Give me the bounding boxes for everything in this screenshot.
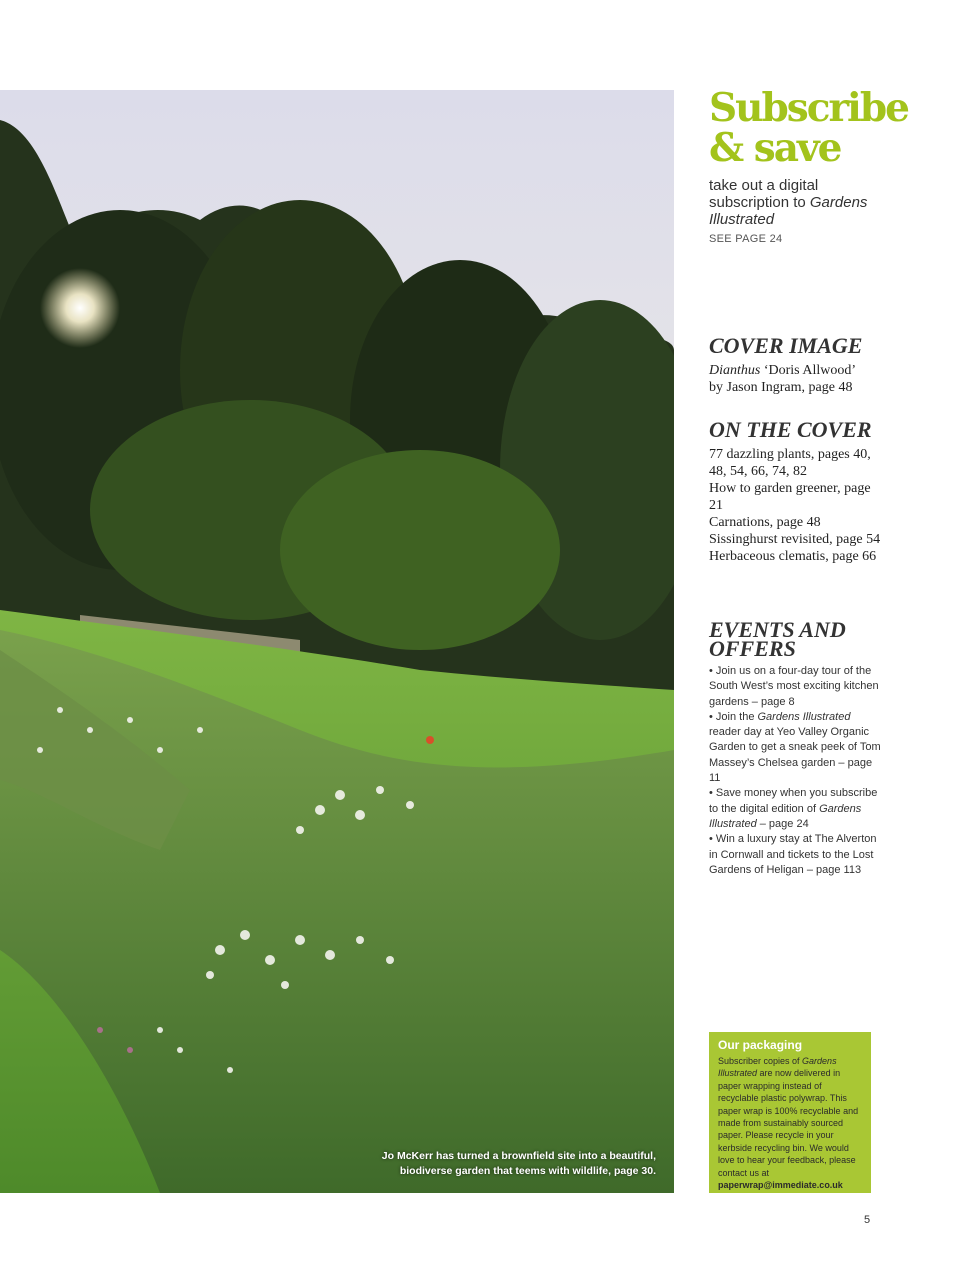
events-offers-section <box>709 617 884 878</box>
event-item-text: • Save money when you subscribe to the digital edition of <box>709 787 878 815</box>
packaging-title: Our packaging <box>718 1038 803 1052</box>
event-item-magazine: Gardens Illustrated <box>709 802 862 830</box>
cover-story-item[interactable]: 77 dazzling plants, pages 40, 48, 54, 66, 74, 82 <box>709 447 871 479</box>
cover-story-item[interactable]: How to garden greener, page 21 <box>709 481 871 513</box>
cover-story-item[interactable]: Sissinghurst revisited, page 54 <box>709 532 881 547</box>
cover-story-item[interactable]: Carnations, page 48 <box>709 515 821 530</box>
event-item[interactable]: • Win a luxury stay at The Alverton in Cornwall and tickets to the Lost Gardens of Heligan – page 113 <box>709 833 877 876</box>
subscribe-title <box>709 85 908 171</box>
packaging-text <box>718 1055 862 1191</box>
cover-plant-genus: Dianthus <box>709 363 761 378</box>
on-the-cover-list <box>709 446 884 565</box>
packaging-text-part: Subscriber copies of <box>718 1056 803 1066</box>
events-list <box>709 664 884 878</box>
cover-credit: by Jason Ingram, page 48 <box>709 380 853 395</box>
cover-plant-name: ‘Doris Allwood’ <box>763 363 857 378</box>
event-item[interactable] <box>709 786 884 832</box>
subscribe-text <box>709 177 884 228</box>
packaging-text-part: are now delivered in paper wrapping instead of recyclable plastic polywrap. This paper wrap is 100% recyclable and made from sustainably sourced paper. Please recycle in your kerbside recycling bin. We would love to hear your feedback, please contact us at <box>718 1068 859 1178</box>
subscribe-title-line1: Subscribe <box>709 85 908 131</box>
garden-illustration <box>0 90 674 1193</box>
subscribe-title-line2: & save <box>709 125 841 171</box>
photo-caption: Jo McKerr has turned a brownfield site into a beautiful, biodiverse garden that teems with wildlife, page 30. <box>381 1150 656 1177</box>
packaging-email-link[interactable]: paperwrap@immediate.co.uk <box>718 1180 843 1191</box>
cover-image-text <box>709 362 884 396</box>
event-item-text: – page 24 <box>756 817 809 830</box>
event-item-text: • Join the <box>709 710 758 723</box>
cover-image-heading: COVER IMAGE <box>709 333 863 358</box>
cover-story-item[interactable]: Herbaceous clematis, page 66 <box>709 549 877 564</box>
event-item[interactable]: • Join us on a four-day tour of the South West’s most exciting kitchen gardens – page 8 <box>709 665 879 708</box>
page-number: 5 <box>864 1214 871 1226</box>
events-heading <box>709 617 884 661</box>
garden-photo <box>0 90 674 1193</box>
see-page-link[interactable]: SEE PAGE 24 <box>709 233 783 245</box>
on-the-cover-heading: ON THE COVER <box>709 417 872 442</box>
event-item[interactable] <box>709 710 884 786</box>
event-item-magazine: Gardens Illustrated <box>757 710 851 723</box>
magazine-name: Gardens Illustrated <box>709 194 868 228</box>
subscribe-description: take out a digital subscription to <box>709 177 819 211</box>
event-item-text: reader day at Yeo Valley Organic Garden to get a sneak peek of Tom Massey’s Chelsea garden – page 11 <box>709 726 881 785</box>
packaging-notice <box>709 1032 871 1193</box>
packaging-magazine: Gardens Illustrated <box>718 1056 837 1079</box>
events-heading-line1: EVENTS AND <box>709 617 846 642</box>
cover-image-section <box>709 333 884 396</box>
subscribe-promo[interactable] <box>709 85 908 245</box>
events-heading-line2: OFFERS <box>709 636 796 661</box>
on-the-cover-section <box>709 417 884 565</box>
